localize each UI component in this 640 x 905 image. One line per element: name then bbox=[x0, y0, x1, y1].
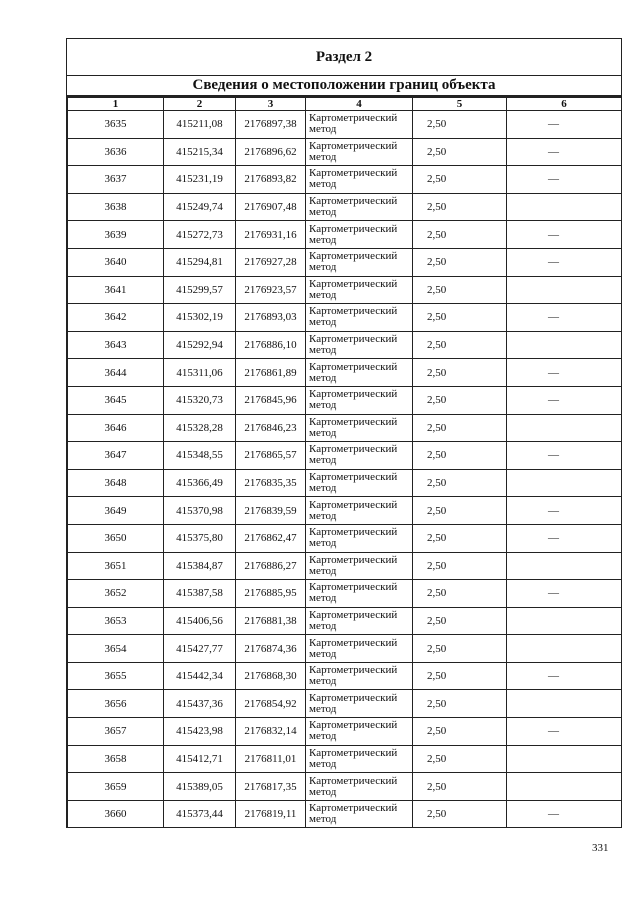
description-cell: — bbox=[507, 497, 622, 525]
method-cell: Картометрический метод bbox=[306, 607, 413, 635]
y-coordinate-cell: 2176839,59 bbox=[236, 497, 306, 525]
accuracy-cell: 2,50 bbox=[413, 718, 507, 746]
accuracy-cell: 2,50 bbox=[413, 276, 507, 304]
accuracy-cell: 2,50 bbox=[413, 690, 507, 718]
table-row bbox=[68, 800, 622, 828]
point-number-cell: 3641 bbox=[68, 276, 164, 304]
table-row bbox=[68, 111, 622, 139]
x-coordinate-cell: 415442,34 bbox=[164, 662, 236, 690]
accuracy-cell: 2,50 bbox=[413, 773, 507, 801]
table-row bbox=[68, 690, 622, 718]
method-cell: Картометрический метод bbox=[306, 800, 413, 828]
column-header: 6 bbox=[507, 98, 622, 111]
y-coordinate-cell: 2176885,95 bbox=[236, 580, 306, 608]
point-number-cell: 3653 bbox=[68, 607, 164, 635]
x-coordinate-cell: 415328,28 bbox=[164, 414, 236, 442]
accuracy-cell: 2,50 bbox=[413, 552, 507, 580]
method-cell: Картометрический метод bbox=[306, 469, 413, 497]
y-coordinate-cell: 2176835,35 bbox=[236, 469, 306, 497]
point-number-cell: 3649 bbox=[68, 497, 164, 525]
x-coordinate-cell: 415231,19 bbox=[164, 166, 236, 194]
x-coordinate-cell: 415366,49 bbox=[164, 469, 236, 497]
accuracy-cell: 2,50 bbox=[413, 221, 507, 249]
description-cell: — bbox=[507, 359, 622, 387]
y-coordinate-cell: 2176931,16 bbox=[236, 221, 306, 249]
y-coordinate-cell: 2176854,92 bbox=[236, 690, 306, 718]
description-cell: — bbox=[507, 304, 622, 332]
method-cell: Картометрический метод bbox=[306, 304, 413, 332]
x-coordinate-cell: 415249,74 bbox=[164, 193, 236, 221]
method-cell: Картометрический метод bbox=[306, 580, 413, 608]
x-coordinate-cell: 415375,80 bbox=[164, 524, 236, 552]
x-coordinate-cell: 415373,44 bbox=[164, 800, 236, 828]
point-number-cell: 3635 bbox=[68, 111, 164, 139]
method-cell: Картометрический метод bbox=[306, 497, 413, 525]
method-cell: Картометрический метод bbox=[306, 414, 413, 442]
point-number-cell: 3642 bbox=[68, 304, 164, 332]
accuracy-cell: 2,50 bbox=[413, 359, 507, 387]
x-coordinate-cell: 415423,98 bbox=[164, 718, 236, 746]
description-cell: — bbox=[507, 166, 622, 194]
point-number-cell: 3637 bbox=[68, 166, 164, 194]
table-row bbox=[68, 248, 622, 276]
description-cell: — bbox=[507, 248, 622, 276]
point-number-cell: 3659 bbox=[68, 773, 164, 801]
table-row bbox=[68, 718, 622, 746]
table-row bbox=[68, 138, 622, 166]
table-row bbox=[68, 166, 622, 194]
table-row bbox=[68, 276, 622, 304]
accuracy-cell: 2,50 bbox=[413, 442, 507, 470]
y-coordinate-cell: 2176861,89 bbox=[236, 359, 306, 387]
x-coordinate-cell: 415292,94 bbox=[164, 331, 236, 359]
description-cell: — bbox=[507, 221, 622, 249]
table-row bbox=[68, 221, 622, 249]
method-cell: Картометрический метод bbox=[306, 690, 413, 718]
point-number-cell: 3648 bbox=[68, 469, 164, 497]
method-cell: Картометрический метод bbox=[306, 745, 413, 773]
table-row bbox=[68, 469, 622, 497]
method-cell: Картометрический метод bbox=[306, 359, 413, 387]
x-coordinate-cell: 415412,71 bbox=[164, 745, 236, 773]
accuracy-cell: 2,50 bbox=[413, 524, 507, 552]
x-coordinate-cell: 415211,08 bbox=[164, 111, 236, 139]
method-cell: Картометрический метод bbox=[306, 635, 413, 663]
y-coordinate-cell: 2176865,57 bbox=[236, 442, 306, 470]
table-row bbox=[68, 442, 622, 470]
description-cell bbox=[507, 552, 622, 580]
x-coordinate-cell: 415389,05 bbox=[164, 773, 236, 801]
description-cell: — bbox=[507, 662, 622, 690]
accuracy-cell: 2,50 bbox=[413, 386, 507, 414]
y-coordinate-cell: 2176881,38 bbox=[236, 607, 306, 635]
y-coordinate-cell: 2176817,35 bbox=[236, 773, 306, 801]
boundary-coordinates-table bbox=[67, 97, 622, 828]
method-cell: Картометрический метод bbox=[306, 662, 413, 690]
y-coordinate-cell: 2176819,11 bbox=[236, 800, 306, 828]
x-coordinate-cell: 415302,19 bbox=[164, 304, 236, 332]
point-number-cell: 3643 bbox=[68, 331, 164, 359]
point-number-cell: 3651 bbox=[68, 552, 164, 580]
y-coordinate-cell: 2176886,27 bbox=[236, 552, 306, 580]
y-coordinate-cell: 2176893,03 bbox=[236, 304, 306, 332]
table-row bbox=[68, 359, 622, 387]
x-coordinate-cell: 415406,56 bbox=[164, 607, 236, 635]
x-coordinate-cell: 415320,73 bbox=[164, 386, 236, 414]
accuracy-cell: 2,50 bbox=[413, 248, 507, 276]
description-cell: — bbox=[507, 718, 622, 746]
description-cell: — bbox=[507, 524, 622, 552]
point-number-cell: 3647 bbox=[68, 442, 164, 470]
accuracy-cell: 2,50 bbox=[413, 304, 507, 332]
table-row bbox=[68, 193, 622, 221]
description-cell bbox=[507, 773, 622, 801]
table-row bbox=[68, 580, 622, 608]
point-number-cell: 3658 bbox=[68, 745, 164, 773]
method-cell: Картометрический метод bbox=[306, 442, 413, 470]
description-cell: — bbox=[507, 580, 622, 608]
method-cell: Картометрический метод bbox=[306, 221, 413, 249]
accuracy-cell: 2,50 bbox=[413, 138, 507, 166]
y-coordinate-cell: 2176907,48 bbox=[236, 193, 306, 221]
method-cell: Картометрический метод bbox=[306, 193, 413, 221]
description-cell: — bbox=[507, 800, 622, 828]
table-row bbox=[68, 331, 622, 359]
description-cell bbox=[507, 745, 622, 773]
method-cell: Картометрический метод bbox=[306, 524, 413, 552]
table-row bbox=[68, 414, 622, 442]
accuracy-cell: 2,50 bbox=[413, 111, 507, 139]
method-cell: Картометрический метод bbox=[306, 276, 413, 304]
column-number-row bbox=[68, 98, 622, 111]
y-coordinate-cell: 2176862,47 bbox=[236, 524, 306, 552]
point-number-cell: 3652 bbox=[68, 580, 164, 608]
point-number-cell: 3646 bbox=[68, 414, 164, 442]
description-cell bbox=[507, 690, 622, 718]
description-cell: — bbox=[507, 138, 622, 166]
point-number-cell: 3660 bbox=[68, 800, 164, 828]
y-coordinate-cell: 2176897,38 bbox=[236, 111, 306, 139]
description-cell bbox=[507, 469, 622, 497]
method-cell: Картометрический метод bbox=[306, 111, 413, 139]
x-coordinate-cell: 415370,98 bbox=[164, 497, 236, 525]
y-coordinate-cell: 2176868,30 bbox=[236, 662, 306, 690]
table-row bbox=[68, 304, 622, 332]
description-cell bbox=[507, 414, 622, 442]
x-coordinate-cell: 415215,34 bbox=[164, 138, 236, 166]
x-coordinate-cell: 415311,06 bbox=[164, 359, 236, 387]
table-row bbox=[68, 662, 622, 690]
accuracy-cell: 2,50 bbox=[413, 193, 507, 221]
description-cell: — bbox=[507, 386, 622, 414]
table-row bbox=[68, 635, 622, 663]
accuracy-cell: 2,50 bbox=[413, 414, 507, 442]
x-coordinate-cell: 415348,55 bbox=[164, 442, 236, 470]
column-header: 4 bbox=[306, 98, 413, 111]
point-number-cell: 3638 bbox=[68, 193, 164, 221]
accuracy-cell: 2,50 bbox=[413, 635, 507, 663]
y-coordinate-cell: 2176896,62 bbox=[236, 138, 306, 166]
point-number-cell: 3644 bbox=[68, 359, 164, 387]
description-cell: — bbox=[507, 442, 622, 470]
method-cell: Картометрический метод bbox=[306, 552, 413, 580]
point-number-cell: 3654 bbox=[68, 635, 164, 663]
x-coordinate-cell: 415437,36 bbox=[164, 690, 236, 718]
y-coordinate-cell: 2176845,96 bbox=[236, 386, 306, 414]
table-row bbox=[68, 552, 622, 580]
column-header: 5 bbox=[413, 98, 507, 111]
accuracy-cell: 2,50 bbox=[413, 469, 507, 497]
y-coordinate-cell: 2176832,14 bbox=[236, 718, 306, 746]
y-coordinate-cell: 2176893,82 bbox=[236, 166, 306, 194]
accuracy-cell: 2,50 bbox=[413, 800, 507, 828]
method-cell: Картометрический метод bbox=[306, 331, 413, 359]
column-header: 1 bbox=[68, 98, 164, 111]
description-cell: — bbox=[507, 111, 622, 139]
table-row bbox=[68, 773, 622, 801]
document-frame bbox=[66, 38, 622, 828]
y-coordinate-cell: 2176846,23 bbox=[236, 414, 306, 442]
table-row bbox=[68, 497, 622, 525]
method-cell: Картометрический метод bbox=[306, 386, 413, 414]
point-number-cell: 3640 bbox=[68, 248, 164, 276]
method-cell: Картометрический метод bbox=[306, 138, 413, 166]
x-coordinate-cell: 415387,58 bbox=[164, 580, 236, 608]
y-coordinate-cell: 2176886,10 bbox=[236, 331, 306, 359]
table-row bbox=[68, 386, 622, 414]
table-title: Сведения о местоположении границ объекта bbox=[67, 76, 621, 97]
x-coordinate-cell: 415272,73 bbox=[164, 221, 236, 249]
accuracy-cell: 2,50 bbox=[413, 166, 507, 194]
point-number-cell: 3655 bbox=[68, 662, 164, 690]
point-number-cell: 3656 bbox=[68, 690, 164, 718]
accuracy-cell: 2,50 bbox=[413, 607, 507, 635]
table-row bbox=[68, 745, 622, 773]
x-coordinate-cell: 415299,57 bbox=[164, 276, 236, 304]
point-number-cell: 3645 bbox=[68, 386, 164, 414]
y-coordinate-cell: 2176927,28 bbox=[236, 248, 306, 276]
description-cell bbox=[507, 607, 622, 635]
y-coordinate-cell: 2176811,01 bbox=[236, 745, 306, 773]
x-coordinate-cell: 415294,81 bbox=[164, 248, 236, 276]
description-cell bbox=[507, 635, 622, 663]
description-cell bbox=[507, 331, 622, 359]
description-cell bbox=[507, 276, 622, 304]
method-cell: Картометрический метод bbox=[306, 718, 413, 746]
column-header: 2 bbox=[164, 98, 236, 111]
accuracy-cell: 2,50 bbox=[413, 580, 507, 608]
method-cell: Картометрический метод bbox=[306, 773, 413, 801]
x-coordinate-cell: 415384,87 bbox=[164, 552, 236, 580]
point-number-cell: 3650 bbox=[68, 524, 164, 552]
method-cell: Картометрический метод bbox=[306, 248, 413, 276]
point-number-cell: 3636 bbox=[68, 138, 164, 166]
y-coordinate-cell: 2176874,36 bbox=[236, 635, 306, 663]
point-number-cell: 3639 bbox=[68, 221, 164, 249]
y-coordinate-cell: 2176923,57 bbox=[236, 276, 306, 304]
section-title: Раздел 2 bbox=[67, 39, 621, 76]
point-number-cell: 3657 bbox=[68, 718, 164, 746]
x-coordinate-cell: 415427,77 bbox=[164, 635, 236, 663]
accuracy-cell: 2,50 bbox=[413, 662, 507, 690]
accuracy-cell: 2,50 bbox=[413, 331, 507, 359]
table-row bbox=[68, 607, 622, 635]
page-number: 331 bbox=[592, 842, 609, 854]
column-header: 3 bbox=[236, 98, 306, 111]
method-cell: Картометрический метод bbox=[306, 166, 413, 194]
table-row bbox=[68, 524, 622, 552]
description-cell bbox=[507, 193, 622, 221]
accuracy-cell: 2,50 bbox=[413, 745, 507, 773]
accuracy-cell: 2,50 bbox=[413, 497, 507, 525]
